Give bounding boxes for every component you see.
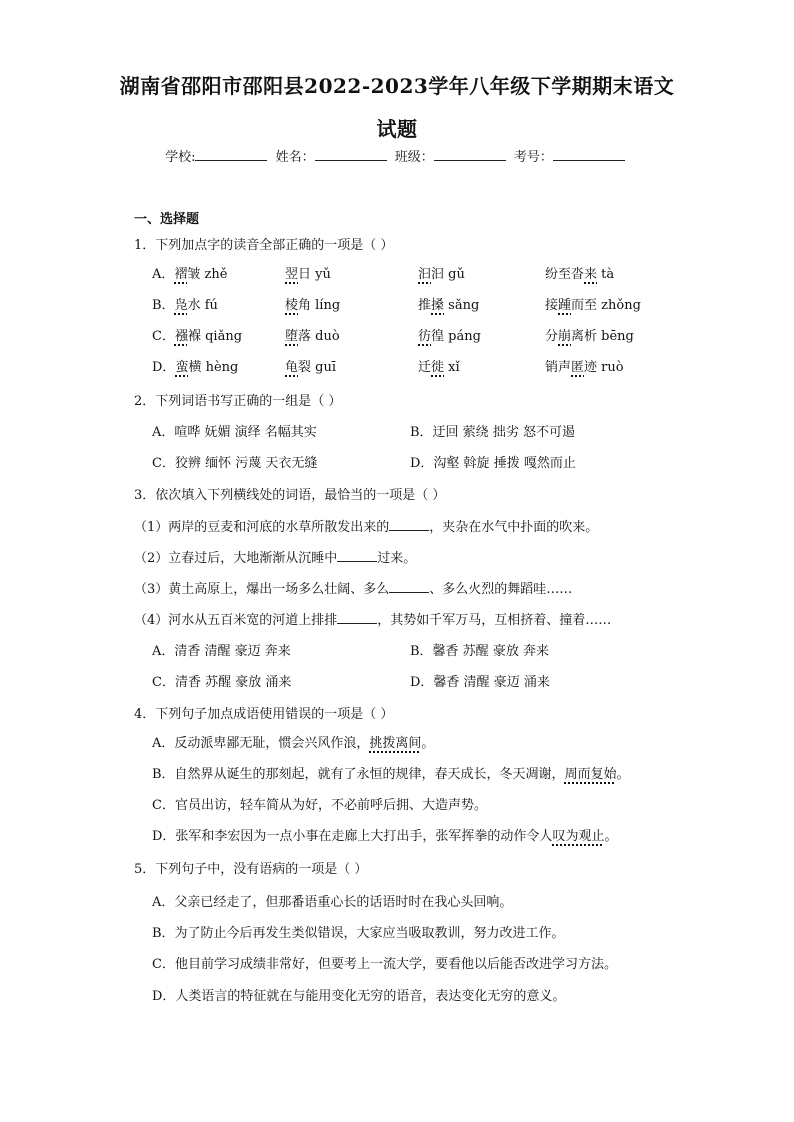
q3-option-b: B．馨香 苏醒 豪放 奔来 <box>410 644 549 659</box>
q4-option-b: B．自然界从诞生的那刻起，就有了永恒的规律，春天成长，冬天凋谢，周而复始。 <box>152 767 630 782</box>
q1-option-cell: 翌日 yǔ <box>285 267 331 282</box>
fill-blank[interactable] <box>337 549 377 562</box>
q2-option-c: C．狡辨 缅怀 污蔑 天衣无缝 <box>152 456 318 471</box>
q1-option-cell: 分崩离析 bēng <box>545 329 634 344</box>
exam-number-label: 考号： <box>513 150 553 165</box>
name-label: 姓名： <box>275 150 315 165</box>
q1-option-cell: 接踵而至 zhǒng <box>545 298 641 313</box>
q5-option-a: A．父亲已经走了，但那番语重心长的话语时时在我心头回响。 <box>152 895 513 910</box>
q1-option-cell: 彷徨 páng <box>418 329 481 344</box>
q1-option-cell: 纷至沓来 tà <box>545 267 615 282</box>
school-label: 学校: <box>165 150 196 165</box>
school-blank[interactable] <box>195 148 267 161</box>
q4-stem: 4．下列句子加点成语使用错误的一项是（ ） <box>134 707 394 722</box>
q1-option-cell: 堕落 duò <box>285 329 340 344</box>
q3-item-2: （2）立春过后，大地渐渐从沉睡中 过来。 <box>134 551 417 566</box>
q4-option-c: C．官员出访，轻车简从为好，不必前呼后拥、大造声势。 <box>152 798 487 813</box>
fill-blank[interactable] <box>337 611 377 624</box>
q1-option-cell: 销声匿迹 ruò <box>545 360 624 375</box>
q5-stem: 5．下列句子中，没有语病的一项是（ ） <box>134 862 368 877</box>
q2-option-d: D．沟壑 斡旋 捶拨 嘎然而止 <box>410 456 576 471</box>
q2-option-a: A．喧哗 妩媚 演绎 名幅其实 <box>152 425 317 440</box>
document-title-line2: 试题 <box>376 117 418 141</box>
q3-item-3: （3）黄土高原上，爆出一场多么壮阔、多么 、多么火烈的舞蹈哇…… <box>134 582 573 597</box>
fill-blank[interactable] <box>389 518 429 531</box>
class-label: 班级： <box>394 150 434 165</box>
q4-option-a: A．反动派卑鄙无耻，惯会兴风作浪，挑拨离间。 <box>152 736 435 751</box>
q1-option-cell: 棱角 líng <box>285 298 341 313</box>
q5-option-d: D．人类语言的特征就在与能用变化无穷的语音，表达变化无穷的意义。 <box>152 989 566 1004</box>
q1-option-cell: C．襁褓 qiǎng <box>152 329 243 344</box>
q3-stem: 3．依次填入下列横线处的词语，最恰当的一项是（ ） <box>134 488 446 503</box>
q3-option-a: A．清香 清醒 豪迈 奔来 <box>152 644 291 659</box>
q1-option-cell: 汩汩 gǔ <box>418 267 465 282</box>
class-blank[interactable] <box>434 148 506 161</box>
q1-stem: 1．下列加点字的读音全部正确的一项是（ ） <box>134 238 394 253</box>
q1-option-cell: 龟裂 guī <box>285 360 337 375</box>
q1-option-cell: A．褶皱 zhě <box>152 267 228 282</box>
name-blank[interactable] <box>315 148 387 161</box>
q2-stem: 2．下列词语书写正确的一组是（ ） <box>134 394 342 409</box>
document-title-line1: 湖南省邵阳市邵阳县2022-2023学年八年级下学期期末语文 <box>119 74 675 98</box>
q3-option-d: D．馨香 清醒 豪迈 涌来 <box>410 675 550 690</box>
fill-blank[interactable] <box>389 580 429 593</box>
q1-option-cell: D．蛮横 hèng <box>152 360 239 375</box>
q2-option-b: B．迂回 萦绕 拙劣 怒不可遏 <box>410 425 575 440</box>
q1-option-cell: 推搡 sǎng <box>418 298 480 313</box>
q3-option-c: C．清香 苏醒 豪放 涌来 <box>152 675 292 690</box>
q5-option-c: C．他目前学习成绩非常好，但要考上一流大学，要看他以后能否改进学习方法。 <box>152 957 617 972</box>
student-info-row <box>0 146 794 165</box>
section-title: 一、选择题 <box>134 212 200 227</box>
exam-number-blank[interactable] <box>553 148 625 161</box>
q3-item-1: （1）两岸的豆麦和河底的水草所散发出来的 ，夹杂在水气中扑面的吹来。 <box>134 520 599 535</box>
q3-item-4: （4）河水从五百米宽的河道上排排 ，其势如千军万马，互相挤着、撞着…… <box>134 613 612 628</box>
q1-option-cell: B．凫水 fú <box>152 298 218 313</box>
q4-option-d: D．张军和李宏因为一点小事在走廊上大打出手，张军挥拳的动作令人叹为观止。 <box>152 829 618 844</box>
q1-option-cell: 迁徙 xǐ <box>418 360 460 375</box>
q5-option-b: B．为了防止今后再发生类似错误，大家应当吸取教训，努力改进工作。 <box>152 926 565 941</box>
